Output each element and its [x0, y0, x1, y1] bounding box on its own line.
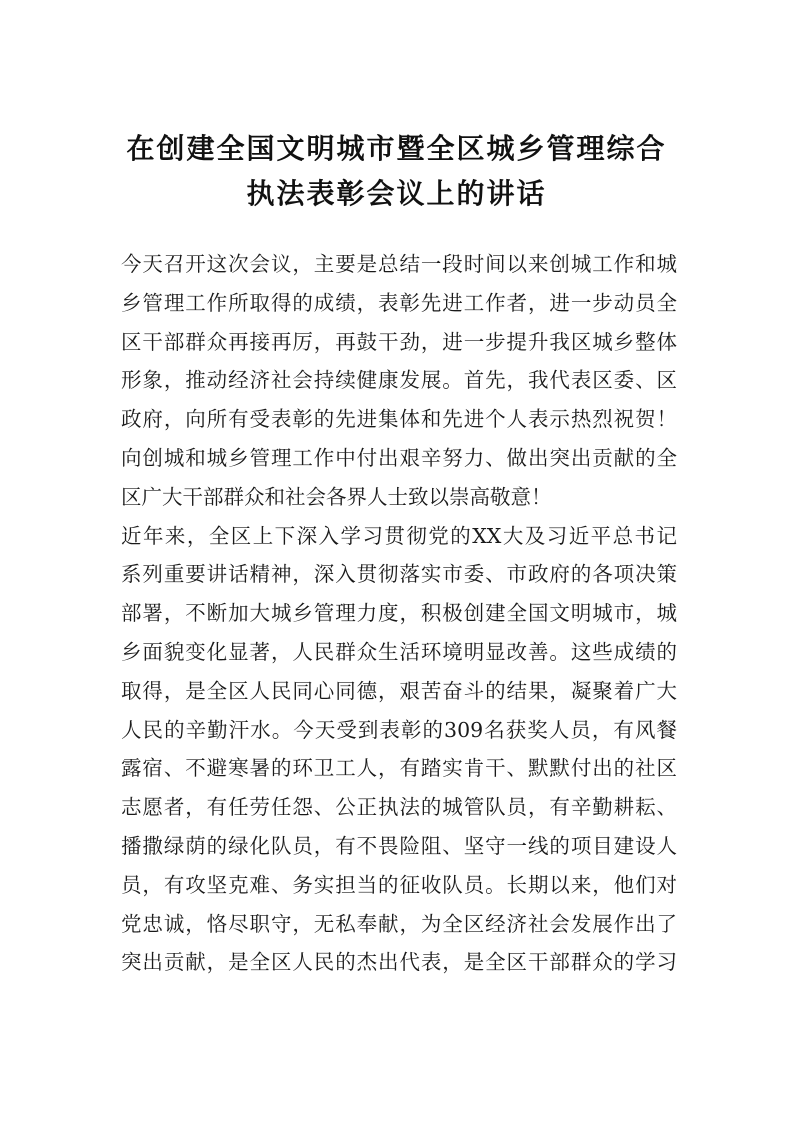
text-line: 党忠诚，恪尽职守，无私奉献，为全区经济社会发展作出了: [121, 911, 677, 936]
text-line: 区干部群众再接再厉，再鼓干劲，进一步提升我区城乡整体: [121, 329, 677, 354]
text-line: 乡管理工作所取得的成绩，表彰先进工作者，进一步动员全: [121, 290, 677, 315]
text-line: 区广大干部群众和社会各界人士致以崇高敬意！: [121, 484, 552, 509]
document-title-line-1: 在创建全国文明城市暨全区城乡管理综合: [126, 132, 667, 165]
text-line: 露宿、不避寒暑的环卫工人，有踏实肯干、默默付出的社区: [121, 756, 677, 781]
text-line: 部署，不断加大城乡管理力度，积极创建全国文明城市，城: [121, 601, 677, 626]
text-line: 政府，向所有受表彰的先进集体和先进个人表示热烈祝贺！: [121, 407, 677, 432]
text-line: 乡面貌变化显著，人民群众生活环境明显改善。这些成绩的: [121, 639, 677, 664]
text-line: 近年来，全区上下深入学习贯彻党的XX大及习近平总书记: [121, 523, 677, 548]
document-body: [121, 245, 677, 982]
text-line: 员，有攻坚克难、务实担当的征收队员。长期以来，他们对: [121, 872, 677, 897]
paragraph-2: [121, 517, 677, 983]
text-line: 向创城和城乡管理工作中付出艰辛努力、做出突出贡献的全: [121, 445, 677, 470]
text-line: 突出贡献，是全区人民的杰出代表，是全区干部群众的学习: [121, 950, 677, 975]
text-line: 取得，是全区人民同心同德，艰苦奋斗的结果，凝聚着广大: [121, 678, 677, 703]
text-line: 人民的辛勤汗水。今天受到表彰的309名获奖人员，有风餐: [121, 717, 677, 742]
text-line: 形象，推动经济社会持续健康发展。首先，我代表区委、区: [121, 368, 677, 393]
text-line: 系列重要讲话精神，深入贯彻落实市委、市政府的各项决策: [121, 562, 677, 587]
paragraph-1: [121, 245, 677, 517]
text-line: 今天召开这次会议，主要是总结一段时间以来创城工作和城: [121, 252, 677, 276]
document-title-line-2: 执法表彰会议上的讲话: [246, 177, 547, 210]
text-line: 志愿者，有任劳任怨、公正执法的城管队员，有辛勤耕耘、: [121, 795, 677, 820]
text-line: 播撒绿荫的绿化队员，有不畏险阻、坚守一线的项目建设人: [121, 833, 677, 858]
